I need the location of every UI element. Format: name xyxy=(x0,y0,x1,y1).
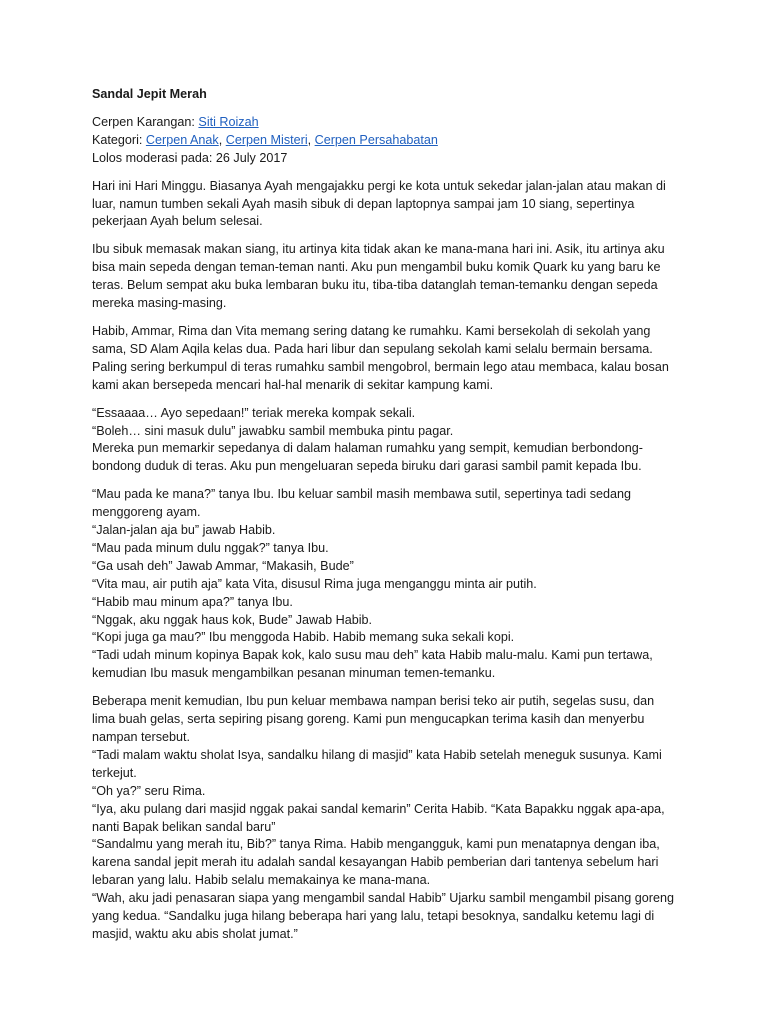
text-line: “Tadi udah minum kopinya Bapak kok, kalo susu mau deh” kata Habib malu-malu. Kami pun tertawa, kemudian Ibu masuk mengambilkan pesanan minuman temen-temanku. xyxy=(92,648,653,681)
text-line: “Kopi juga ga mau?” Ibu menggoda Habib. Habib memang suka sekali kopi. xyxy=(92,630,515,645)
story-meta xyxy=(92,114,678,168)
category-line xyxy=(92,132,678,150)
paragraph: Ibu sibuk memasak makan siang, itu artinya kita tidak akan ke mana-mana hari ini. Asik, itu artinya aku bisa main sepeda dengan teman-teman nanti. Aku pun mengambil buku komik Quark ku yang baru ke teras. Belum sempat aku buka lembaran buku itu, tiba-tiba datanglah teman-temanku dengan sepeda mereka masing-masing. xyxy=(92,242,665,311)
dialogue-block xyxy=(92,693,678,944)
text-line: “Nggak, aku nggak haus kok, Bude” Jawab Habib. xyxy=(92,612,373,627)
category-separator: , xyxy=(218,132,226,147)
moderation-label: Lolos moderasi pada: xyxy=(92,150,216,165)
category-link-anak[interactable]: Cerpen Anak xyxy=(145,132,219,147)
category-link-misteri[interactable]: Cerpen Misteri xyxy=(225,132,308,147)
story-title: Sandal Jepit Merah xyxy=(92,87,207,101)
text-line: Beberapa menit kemudian, Ibu pun keluar membawa nampan berisi teko air putih, segelas susu, dan lima buah gelas, serta sepiring pisang goreng. Kami pun mengucapkan terima kasih dan menyerbu nampan tersebut. xyxy=(92,694,655,744)
text-line: “Oh ya?” seru Rima. xyxy=(92,783,206,798)
category-label: Kategori: xyxy=(92,132,146,147)
text-line: “Jalan-jalan aja bu” jawab Habib. xyxy=(92,523,276,538)
paragraph: Hari ini Hari Minggu. Biasanya Ayah mengajakku pergi ke kota untuk sekedar jalan-jalan atau makan di luar, namun tumben sekali Ayah masih sibuk di depan laptopnya sampai jam 10 siang, sepertinya pekerjaan Ayah belum selesai. xyxy=(92,178,666,229)
dialogue-block xyxy=(92,486,678,683)
text-line: “Sandalmu yang merah itu, Bib?” tanya Rima. Habib mengangguk, kami pun menatapnya dengan iba, karena sandal jepit merah itu adalah sandal kesayangan Habib pemberian dari tantenya sebelum hari lebaran yang lalu. Habib selalu memakainya ke mana-mana. xyxy=(92,837,660,888)
category-separator: , xyxy=(307,132,315,147)
category-link-persahabatan[interactable]: Cerpen Persahabatan xyxy=(314,132,438,147)
author-link[interactable]: Siti Roizah xyxy=(198,114,259,129)
text-line: “Iya, aku pulang dari masjid nggak pakai sandal kemarin” Cerita Habib. “Kata Bapakku nggak apa-apa, nanti Bapak belikan sandal baru” xyxy=(92,801,665,834)
author-line xyxy=(92,114,678,132)
text-line: “Ga usah deh” Jawab Ammar, “Makasih, Bude” xyxy=(92,558,354,573)
dialogue-block xyxy=(92,405,678,477)
text-line: “Mau pada ke mana?” tanya Ibu. Ibu keluar sambil masih membawa sutil, sepertinya tadi sedang menggoreng ayam. xyxy=(92,487,632,520)
text-line: Mereka pun memarkir sepedanya di dalam halaman rumahku yang sempit, kemudian berbondong-bondong duduk di teras. Aku pun mengeluaran sepeda biruku dari garasi sambil pamit kepada Ibu. xyxy=(92,441,643,474)
text-line: “Wah, aku jadi penasaran siapa yang mengambil sandal Habib” Ujarku sambil mengambil pisang goreng yang kedua. “Sandalku juga hilang beberapa hari yang lalu, tetapi besoknya, sandalku ketemu lagi di masjid, waktu aku abis sholat jumat.” xyxy=(92,891,674,941)
text-line: “Mau pada minum dulu nggak?” tanya Ibu. xyxy=(92,540,329,555)
author-label: Cerpen Karangan: xyxy=(92,114,199,129)
paragraph: Habib, Ammar, Rima dan Vita memang sering datang ke rumahku. Kami bersekolah di sekolah yang sama, SD Alam Aqila kelas dua. Pada hari libur dan sepulang sekolah kami selalu bermain bersama. Paling sering berkumpul di teras rumahku sambil mengobrol, bermain lego atau membaca, kalau bosan kami akan bersepeda mencari hal-hal menarik di sekitar kampung kami. xyxy=(92,323,669,392)
text-line: “Tadi malam waktu sholat Isya, sandalku hilang di masjid” kata Habib setelah meneguk susunya. Kami terkejut. xyxy=(92,747,662,780)
text-line: “Vita mau, air putih aja” kata Vita, disusul Rima juga menganggu minta air putih. xyxy=(92,576,537,591)
text-line: “Habib mau minum apa?” tanya Ibu. xyxy=(92,594,293,609)
moderation-date: 26 July 2017 xyxy=(215,150,288,165)
text-line: “Boleh… sini masuk dulu” jawabku sambil membuka pintu pagar. xyxy=(92,423,454,438)
text-line: “Essaaaa… Ayo sepedaan!” teriak mereka kompak sekali. xyxy=(92,405,416,420)
moderation-line xyxy=(92,150,678,168)
